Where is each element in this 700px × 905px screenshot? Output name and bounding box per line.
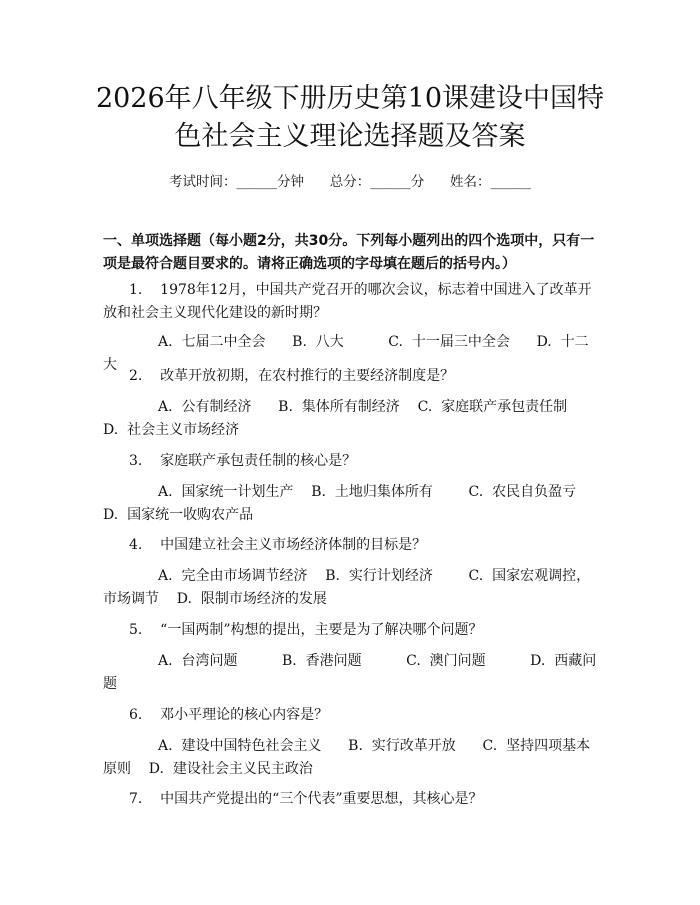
question-6: 6. 邓小平理论的核心内容是？ bbox=[129, 707, 329, 723]
title-line-1: 2026年八年级下册历史第10课建设中国特 bbox=[95, 83, 605, 114]
question-4-options: A. 完全由市场调节经济 B. 实行计划经济 C. 国家宏观调控，市场调节 D. 限制市场经济的发展 bbox=[103, 568, 591, 607]
question-1: 1. 1978年12月，中国共产党召开的哪次会议，标志着中国进入了改革开放和社会主义现代化建设的新时期？ bbox=[103, 282, 592, 321]
title-line-2: 色社会主义理论选择题及答案 bbox=[174, 121, 526, 152]
question-4: 4. 中国建立社会主义市场经济体制的目标是？ bbox=[129, 537, 427, 553]
document-title bbox=[0, 80, 700, 156]
question-3-options: A. 国家统一计划生产 B. 土地归集体所有 C. 农民自负盈亏 D. 国家统一收购农产品 bbox=[103, 484, 612, 523]
exam-info: 考试时间：______分钟 总分：______分 姓名：______ bbox=[169, 174, 531, 190]
question-1-options: A. 七届二中全会 B. 八大 C. 十一届三中全会 D. 十二大 bbox=[103, 334, 589, 373]
question-7: 7. 中国共产党提出的“三个代表”重要思想，其核心是？ bbox=[129, 791, 483, 807]
question-6-options: A. 建设中国特色社会主义 B. 实行改革开放 C. 坚持四项基本原则 D. 建设社会主义民主政治 bbox=[103, 738, 591, 777]
question-3: 3. 家庭联产承包责任制的核心是？ bbox=[129, 453, 357, 469]
question-5-options: A. 台湾问题 B. 香港问题 C. 澳门问题 D. 西藏问题 bbox=[103, 653, 597, 692]
question-5: 5. “一国两制”构想的提出，主要是为了解决哪个问题？ bbox=[129, 622, 483, 638]
section-heading: 一、单项选择题（每小题2分，共30分。下列每小题列出的四个选项中，只有一项是最符合题目要求的。请将正确选项的字母填在题后的括号内。） bbox=[103, 233, 595, 272]
question-2-options: A. 公有制经济 B. 集体所有制经济 C. 家庭联产承包责任制 D. 社会主义市场经济 bbox=[103, 399, 585, 438]
question-2: 2. 改革开放初期，在农村推行的主要经济制度是？ bbox=[129, 368, 455, 384]
